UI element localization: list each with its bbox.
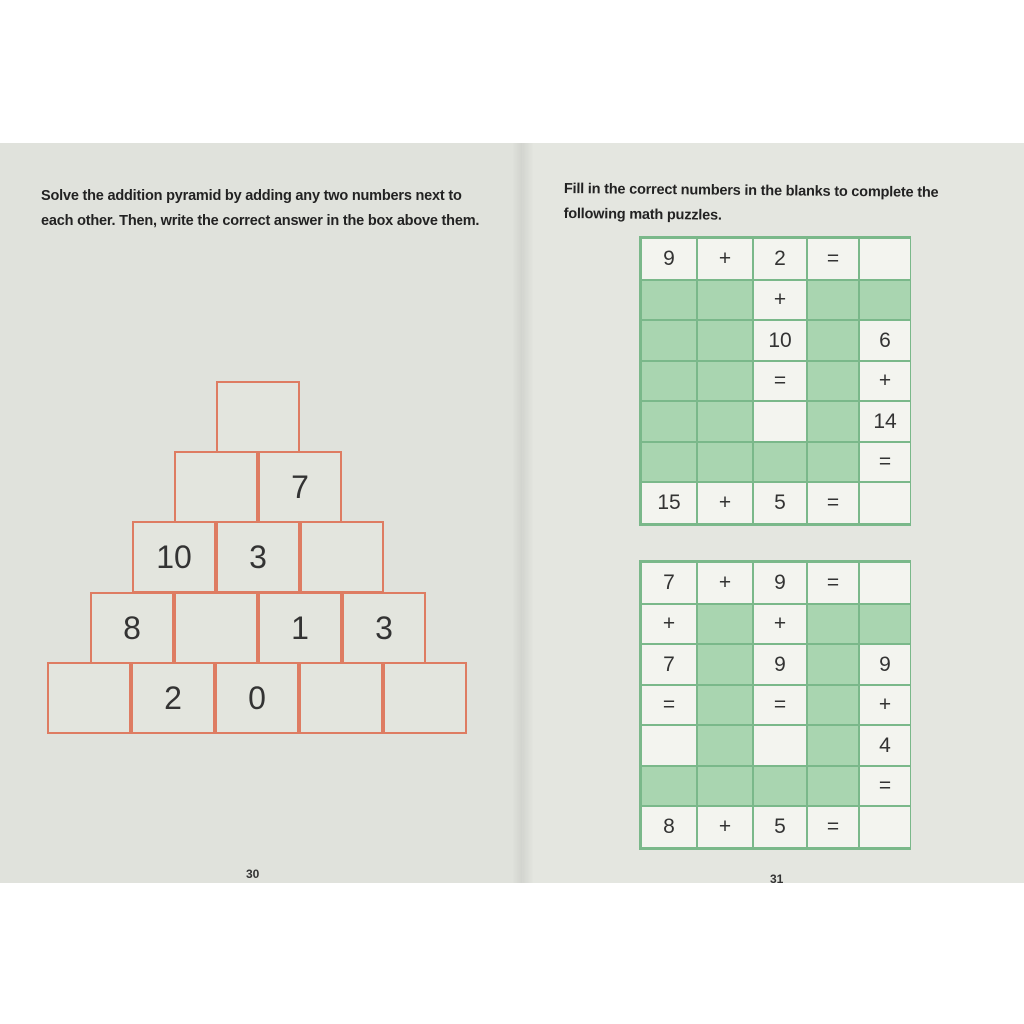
green-cell [807,280,859,320]
book-gutter [512,143,534,883]
puzzle-blank[interactable] [859,806,911,848]
pyramid-box[interactable] [299,662,383,734]
puzzle-cell: = [753,685,807,725]
puzzle-cell: = [859,442,911,482]
puzzle-cell: 10 [753,320,807,361]
puzzle-blank[interactable] [859,562,911,604]
pyramid-box[interactable]: 0 [215,662,299,734]
pyramid-box[interactable] [383,662,467,734]
puzzle-blank[interactable] [641,725,697,766]
green-cell [807,604,859,644]
puzzle-cell: = [641,685,697,725]
puzzle-cell: = [807,482,859,524]
green-cell [697,725,753,766]
puzzle-cell: = [807,806,859,848]
green-cell [697,442,753,482]
puzzle-cell: + [641,604,697,644]
green-cell [697,685,753,725]
puzzle-cell: 9 [753,562,807,604]
puzzle-blank[interactable] [753,725,807,766]
left-page [0,143,522,883]
puzzle-cell: + [697,482,753,524]
puzzle-blank[interactable] [753,401,807,442]
puzzle-cell: = [859,766,911,806]
green-cell [641,442,697,482]
green-cell [807,725,859,766]
puzzle-cell: 15 [641,482,697,524]
green-cell [697,280,753,320]
green-cell [807,644,859,685]
puzzle-cell: = [807,238,859,280]
green-cell [697,320,753,361]
green-cell [697,361,753,401]
puzzle-cell: 9 [859,644,911,685]
puzzle-cell: 7 [641,644,697,685]
green-cell [753,442,807,482]
math-puzzle-2 [639,560,911,850]
green-cell [697,401,753,442]
green-cell [641,361,697,401]
puzzle-blank[interactable] [859,482,911,524]
puzzle-cell: + [697,562,753,604]
pyramid-box[interactable] [300,521,384,593]
left-instructions: Solve the addition pyramid by adding any two numbers next to each other. Then, write the correct answer in the box above them. [41,188,480,229]
green-cell [641,320,697,361]
puzzle-cell: + [697,238,753,280]
puzzle-cell: 9 [753,644,807,685]
green-cell [641,401,697,442]
puzzle-cell: 5 [753,806,807,848]
puzzle-cell: + [859,685,911,725]
math-puzzle-1 [639,236,911,526]
green-cell [859,604,911,644]
green-cell [807,401,859,442]
green-cell [859,280,911,320]
pyramid-box[interactable] [174,451,258,523]
puzzle-blank[interactable] [859,238,911,280]
right-instructions: Fill in the correct numbers in the blanks to complete the following math puzzles. [563,180,939,224]
green-cell [641,280,697,320]
puzzle-cell: 6 [859,320,911,361]
book-spread [0,143,1024,886]
pyramid-box[interactable]: 3 [342,592,426,664]
puzzle-cell: = [753,361,807,401]
page-number-right: 31 [770,872,784,886]
page-number-left: 30 [246,867,260,881]
puzzle-cell: + [753,280,807,320]
puzzle-cell: + [859,361,911,401]
pyramid-box[interactable]: 7 [258,451,342,523]
green-cell [697,644,753,685]
pyramid-box[interactable]: 1 [258,592,342,664]
green-cell [807,361,859,401]
addition-pyramid [0,143,522,883]
pyramid-box[interactable]: 10 [132,521,216,593]
green-cell [807,766,859,806]
puzzle-cell: 14 [859,401,911,442]
pyramid-box[interactable]: 2 [131,662,215,734]
right-page [522,143,1024,886]
puzzle-cell: + [753,604,807,644]
pyramid-box[interactable]: 8 [90,592,174,664]
pyramid-box[interactable] [174,592,258,664]
puzzle-cell: 7 [641,562,697,604]
puzzle-cell: 4 [859,725,911,766]
pyramid-box[interactable] [47,662,131,734]
pyramid-box[interactable]: 3 [216,521,300,593]
green-cell [807,320,859,361]
puzzle-cell: 8 [641,806,697,848]
green-cell [807,442,859,482]
green-cell [753,766,807,806]
pyramid-box[interactable] [216,381,300,453]
puzzle-cell: 5 [753,482,807,524]
puzzle-cell: 9 [641,238,697,280]
green-cell [807,685,859,725]
puzzle-cell: 2 [753,238,807,280]
green-cell [697,766,753,806]
puzzle-cell: + [697,806,753,848]
green-cell [641,766,697,806]
green-cell [697,604,753,644]
puzzle-cell: = [807,562,859,604]
